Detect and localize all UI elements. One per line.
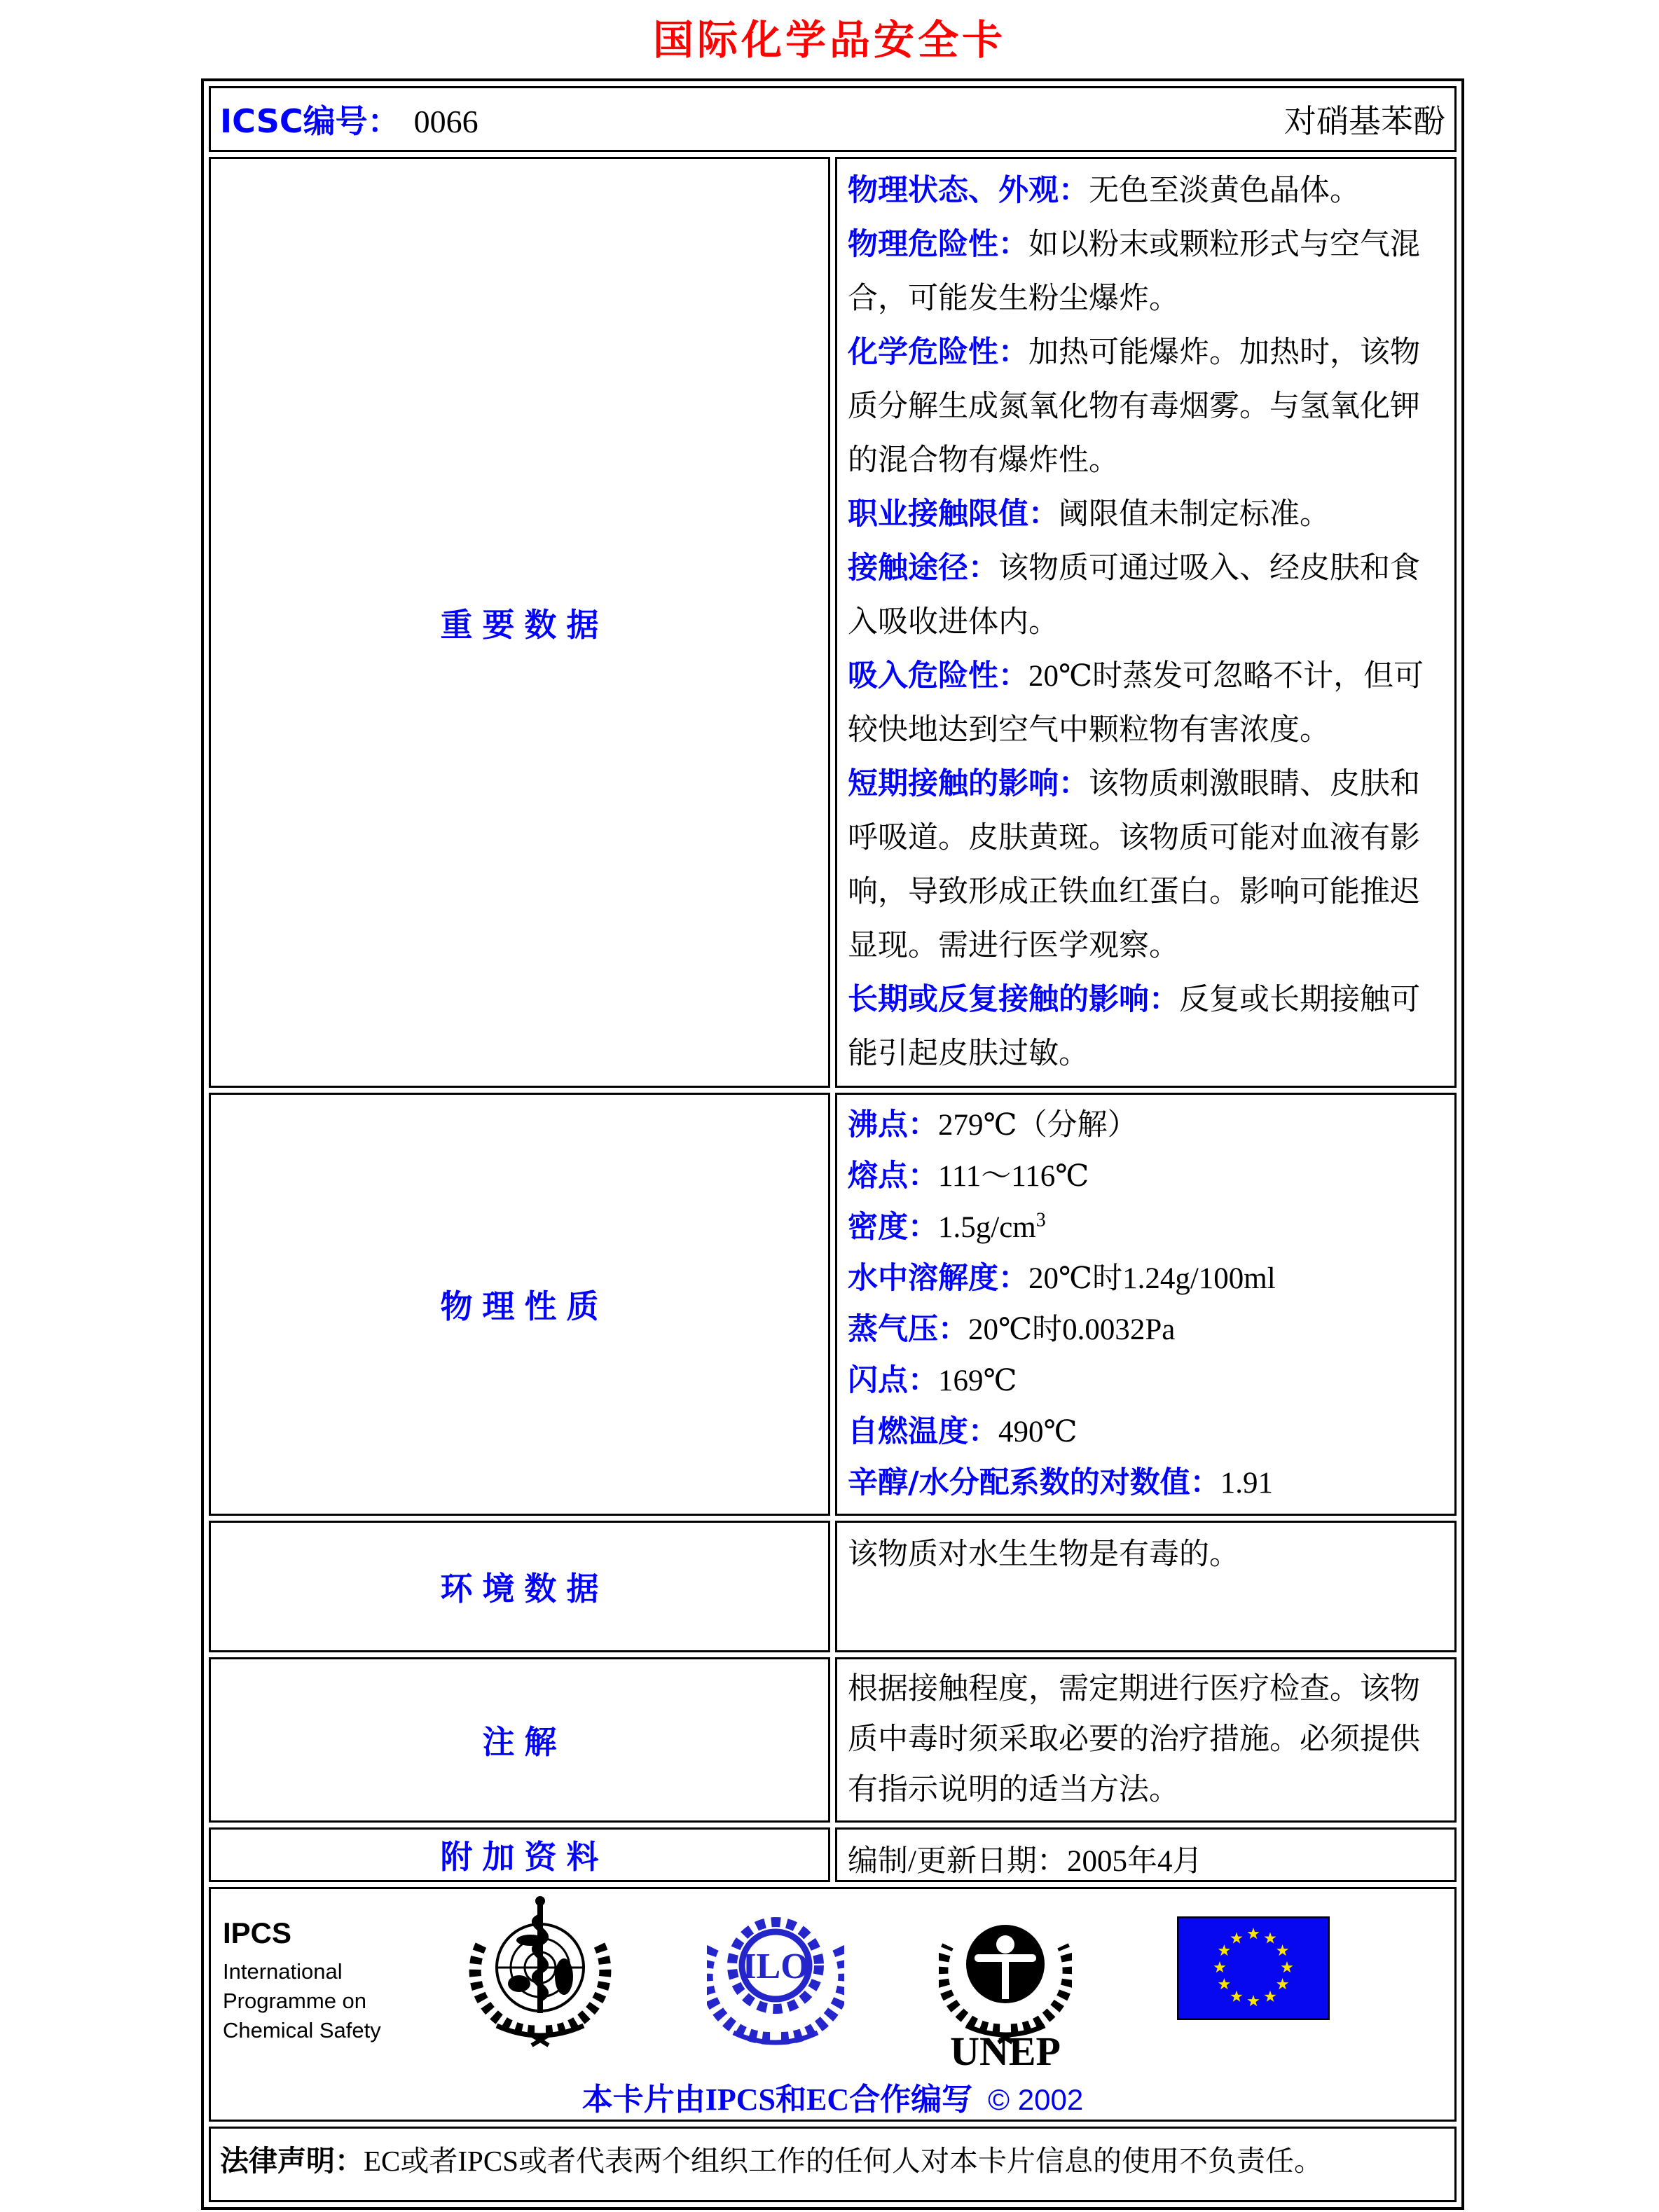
legal-row bbox=[209, 2127, 1457, 2202]
field-text: 20℃时1.24g/100ml bbox=[1028, 1262, 1276, 1295]
physical-properties-content bbox=[838, 1095, 1454, 1513]
logo-strip bbox=[212, 1890, 1454, 2074]
important-item bbox=[848, 498, 1330, 531]
row-label-notes: 注解 bbox=[209, 1657, 830, 1823]
field-text: 如以粉末或颗粒形式与空气混合，可能发生粉尘爆炸。 bbox=[848, 228, 1420, 315]
field-text: 1.91 bbox=[1220, 1467, 1273, 1500]
important-item bbox=[848, 552, 1420, 639]
svg-text:ILO: ILO bbox=[742, 1947, 809, 1986]
additional-info-content: 编制/更新日期：2005年4月 bbox=[848, 1845, 1203, 1878]
physical-item bbox=[848, 1458, 1444, 1509]
environmental-data-row bbox=[209, 1521, 1457, 1652]
legal-label: 法律声明： bbox=[220, 2144, 364, 2178]
physical-item bbox=[848, 1253, 1444, 1304]
row-label-additional-info: 附加资料 bbox=[209, 1827, 830, 1882]
legal-statement bbox=[212, 2129, 1454, 2199]
icsc-card-table bbox=[201, 78, 1464, 2210]
important-item bbox=[848, 174, 1360, 207]
ipcs-line: Chemical Safety bbox=[223, 2018, 381, 2042]
ipcs-text-block bbox=[223, 1916, 433, 2045]
legal-text: EC或者IPCS或者代表两个组织工作的任何人对本卡片信息的使用不负责任。 bbox=[364, 2145, 1323, 2177]
field-label: 辛醇/水分配系数的对数值： bbox=[848, 1465, 1220, 1500]
credit-text: 本卡片由IPCS和EC合作编写 bbox=[581, 2082, 973, 2117]
header-row bbox=[209, 86, 1457, 152]
field-label: 物理状态、外观： bbox=[848, 173, 1089, 208]
field-text: 反复或长期接触可能引起皮肤过敏。 bbox=[848, 983, 1420, 1070]
physical-item bbox=[848, 1202, 1444, 1253]
field-label: 闪点： bbox=[848, 1363, 938, 1398]
important-data-content bbox=[838, 160, 1454, 1085]
credit-line bbox=[212, 2074, 1454, 2119]
field-label: 长期或反复接触的影响： bbox=[848, 982, 1179, 1017]
notes-content: 根据接触程度，需定期进行医疗检查。该物质中毒时须采取必要的治疗措施。必须提供有指示说明的适当方法。 bbox=[848, 1673, 1420, 1806]
field-label: 熔点： bbox=[848, 1159, 938, 1194]
field-label: 密度： bbox=[848, 1210, 938, 1245]
superscript: 3 bbox=[1035, 1209, 1046, 1231]
icsc-number-value: 0066 bbox=[413, 104, 479, 139]
physical-item bbox=[848, 1406, 1444, 1458]
physical-item bbox=[848, 1304, 1444, 1355]
important-item bbox=[848, 983, 1420, 1070]
ipcs-acronym: IPCS bbox=[223, 1916, 292, 1949]
page-title: 国际化学品安全卡 bbox=[652, 16, 1006, 64]
icsc-number-label: ICSC编号： bbox=[220, 102, 400, 140]
credit-year: © 2002 bbox=[988, 2083, 1084, 2116]
physical-item bbox=[848, 1355, 1444, 1406]
logos-row bbox=[209, 1887, 1457, 2122]
field-text: 无色至淡黄色晶体。 bbox=[1089, 174, 1360, 207]
notes-row bbox=[209, 1657, 1457, 1823]
field-text: 169℃ bbox=[938, 1364, 1017, 1397]
physical-item bbox=[848, 1100, 1444, 1151]
environmental-data-content: 该物质对水生生物是有毒的。 bbox=[848, 1538, 1239, 1571]
unep-logo-icon bbox=[939, 1895, 1072, 2074]
field-label: 短期接触的影响： bbox=[848, 766, 1089, 801]
field-text: 1.5g/cm bbox=[938, 1211, 1036, 1244]
important-item bbox=[848, 768, 1420, 962]
row-label-physical-properties: 物理性质 bbox=[209, 1093, 830, 1516]
field-label: 接触途径： bbox=[848, 551, 998, 586]
field-text: 111～116℃ bbox=[938, 1160, 1089, 1193]
field-label: 物理危险性： bbox=[848, 227, 1028, 262]
field-label: 沸点： bbox=[848, 1107, 938, 1142]
physical-item bbox=[848, 1151, 1444, 1202]
field-text: 该物质可通过吸入、经皮肤和食入吸收进体内。 bbox=[848, 552, 1420, 639]
field-label: 吸入危险性： bbox=[848, 658, 1028, 693]
field-text: 20℃时蒸发可忽略不计，但可较快地达到空气中颗粒物有害浓度。 bbox=[848, 660, 1424, 747]
additional-info-row bbox=[209, 1827, 1457, 1882]
header-bar bbox=[212, 89, 1454, 149]
field-text: 该物质刺激眼睛、皮肤和呼吸道。皮肤黄斑。该物质可能对血液有影响，导致形成正铁血红蛋白。影响可能推迟显现。需进行医学观察。 bbox=[848, 768, 1420, 962]
row-label-important-data: 重要数据 bbox=[209, 157, 830, 1088]
field-text: 20℃时0.0032Pa bbox=[968, 1313, 1176, 1346]
physical-properties-row bbox=[209, 1093, 1457, 1516]
field-label: 水中溶解度： bbox=[848, 1261, 1028, 1296]
ipcs-line: Programme on bbox=[223, 1989, 367, 2013]
important-item bbox=[848, 228, 1420, 315]
important-data-row bbox=[209, 157, 1457, 1088]
unep-label: UNEP bbox=[950, 2028, 1061, 2071]
eu-flag-icon bbox=[1177, 1916, 1330, 2024]
field-text: 阈限值未制定标准。 bbox=[1059, 498, 1330, 531]
important-item bbox=[848, 660, 1424, 747]
field-label: 蒸气压： bbox=[848, 1312, 968, 1347]
ilo-logo-icon bbox=[707, 1895, 844, 2060]
important-item bbox=[848, 336, 1420, 477]
chemical-name: 对硝基苯酚 bbox=[1284, 104, 1445, 139]
row-label-environmental-data: 环境数据 bbox=[209, 1521, 830, 1652]
field-text: 加热可能爆炸。加热时，该物质分解生成氮氧化物有毒烟雾。与氢氧化钾的混合物有爆炸性。 bbox=[848, 336, 1420, 477]
ipcs-line: International bbox=[223, 1959, 343, 1984]
field-text: 490℃ bbox=[998, 1416, 1078, 1449]
field-label: 职业接触限值： bbox=[848, 497, 1059, 532]
field-text: 279℃（分解） bbox=[938, 1109, 1138, 1142]
field-label: 化学危险性： bbox=[848, 335, 1028, 370]
who-logo-icon bbox=[468, 1895, 612, 2057]
field-label: 自燃温度： bbox=[848, 1414, 998, 1449]
